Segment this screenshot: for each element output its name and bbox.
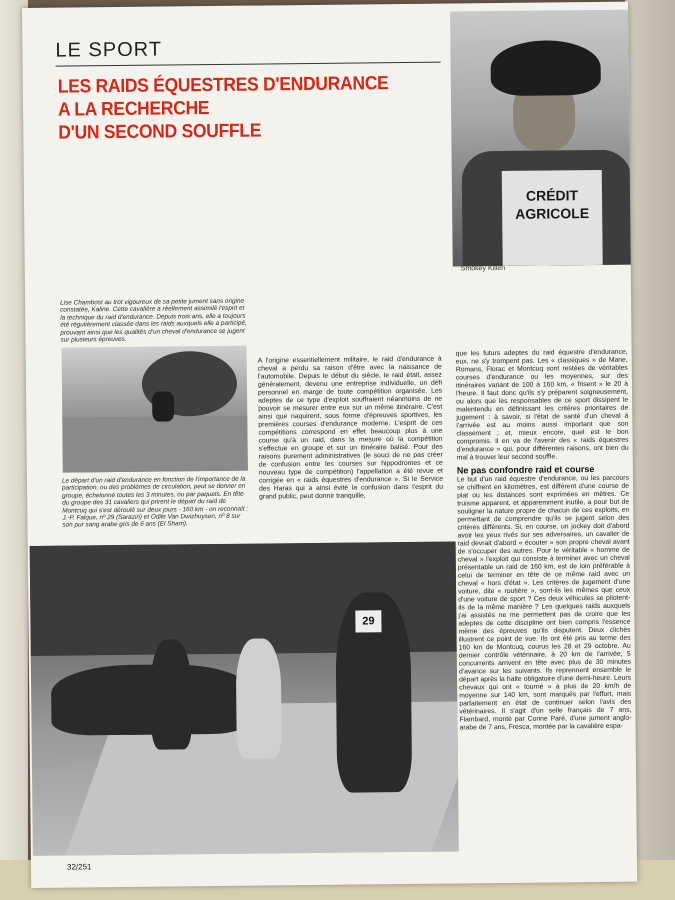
lead-rider-bib: 29 [355,610,381,632]
caption-top: Lise Chambost au trot vigoureux de sa petite jument sans origine constatée, Kaline. Cette cavalière a réellement assimilé l'esprit et la technique du raid d'endurance. Depuis trois ans, elle a toujours été régulièrement classée dans les raids auxquels elle a participé, prouvant ainsi que les qualités d'un cheval d'endurance se jugent sur plusieurs épreuves. [60,297,247,344]
portrait-bib-text [502,186,602,223]
headline [58,72,408,145]
page-number: 32/251 [66,862,92,872]
landscape-rider [152,391,174,421]
portrait-hat [490,40,601,96]
landscape-photo [62,346,248,473]
column-2-intro: que les futurs adeptes du raid équestre d'endurance, eux, ne s'y trompent pas. Les « classiques » de Mane, Romans, Florac et Montcuq sont restées de véritables courses d'endurance ou les moyennes, sur des itinéraires variant de 100 à 160 km, « frisent » le 20 à l'heure. Il faut donc qu'ils s'y préparent soigneusement, ou alors que les responsables de ce sport dissipent le malentendu en définissant les critères prioritaires de jugement : à savoir, si l'état de santé d'un cheval à l'arrivée est au moins aussi important que son classement ; et, mieux encore, quel est le bon compromis. Il en va de l'avenir des « raids équestres d'endurance » qui, pour différentes raisons, ont bien du mal à trouver leur second souffle. [455,348,629,462]
article-column-1: A l'origine essentiellement militaire, le raid d'endurance à cheval a perdu sa raison d'être avec la naissance de l'automobile. Depuis le début du siècle, le raid était, assez généralement, devenu une entreprise individuelle, un défi personnel en marge de toute compétition organisée. Les adeptes de ce type d'exploit souffraient néanmoins de ne pouvoir se mesurer entre eux sur un même itinéraire. C'est ainsi que naquirent, sous forme d'épreuves sportives, les premières courses d'endurance moderne. L'esprit de ces compétitions correspond en effet beaucoup plus à une course qu'à un raid, dans la mesure où la compétition s'effectue en groupe et sur un itinéraire balisé. Pour des raisons purement administratives (le souci de ne pas créer de confusion entre les courses sur hippodromes et ce nouveau type de compétition) l'appellation a été revue et corrigée en « raids équestres d'endurance ». Si le Service des Haras qui a ainsi évité la confusion dans l'esprit du grand public, peut dormir tranquille, [257,355,444,501]
portrait-photo [450,10,633,267]
bib-line: AGRICOLE [515,205,590,222]
caption-mid: Le départ d'un raid d'endurance en fonction de l'importance de la participation, ou des problèmes de circulation, peut se donner en groupe, échelonné toutes les 3 minutes, ou par paquets. En tête du groupe des 31 cavaliers qui prirent le départ du raid de Montcuq qui s'est déroulé sur deux jours - 160 km - on reconnaît : J.-P. Falque, nº 29 (Sarazin) et Odile Van Dwizhuysen, nº 8 sur son pur sang arabe gris de 6 ans (El Sham). [61,475,249,530]
portrait-caption: Smokey Killen [460,264,506,273]
section-label: LE SPORT [55,38,163,62]
horse [151,639,192,749]
bib-line: CRÉDIT [525,187,579,204]
horse-grey [236,638,282,758]
headline-line: LES RAIDS ÉQUESTRES D'ENDURANCE [57,73,389,98]
header-rule [56,62,441,67]
column-2-body: Le but d'un raid équestre d'endurance, ou les parcours se chiffrent en kilomètres, est différent d'une course de plat ou les distances sont exprimées en mètres. Ce truisme apparent, et apparemment inutile, a pour but de souligner la nature propre de chacun de ces exploits, en permettant de comprendre qu'ils se jugent selon des critères différents. Si, en course, un jockey doit d'abord avoir les yeux rivés sur ses adversaires, un cavalier de raid devrait d'abord « écouter » son propre cheval avant de s'occuper des autres. Pour le véritable « homme de cheval » l'exploit qui consiste à terminer avec un cheval présentable un raid de 160 km, est de loin préférable à celui de terminer en tête de ce même raid avec un cheval « hors d'état ». Les critères de jugement d'une voiture, dite « routière », sont-ils les mêmes que ceux d'une voiture de sport ? Ces deux véhicules se pilotent-ils de la même manière ? Les quelques raids auxquels j'ai assistés ne me permettent pas de croire que les adeptes de cette discipline ont bien compris l'essence même des épreuves qu'ils disputent. Deux clichés illustrent ce point de vue. Ils ont été pris au terme des 160 km de Montcuq, courus les 28 et 29 octobre. Au dernier contrôle vétérinaire, à 20 km de l'arrivée, 5 concurrents arrivent en tête avec plus de 30 minutes d'avance sur les suivants. Ils reprennent ensemble le départ après la halte obligatoire d'une demi-heure. Leurs chevaux qui ont « tourné » à plus de 20 km/h de moyenne sur 140 km, sont marqués par l'effort, mais parfaitement en état de continuer selon l'avis des vétérinaires. Il s'agit d'un selle français de 7 ans, Flambard, monté par Corine Paré, d'une jument anglo-arabe de 7 ans, Fresca, montée par la cavalière espa- [456,474,632,732]
headline-line: D'UN SECOND SOUFFLE [58,120,262,144]
magazine-page [22,2,637,888]
article-column-2 [456,349,632,733]
landscape-ground [62,416,248,473]
riders-photo [30,541,459,855]
headline-line: A LA RECHERCHE [57,98,210,121]
column-2-subhead: Ne pas confondre raid et course [456,464,595,476]
